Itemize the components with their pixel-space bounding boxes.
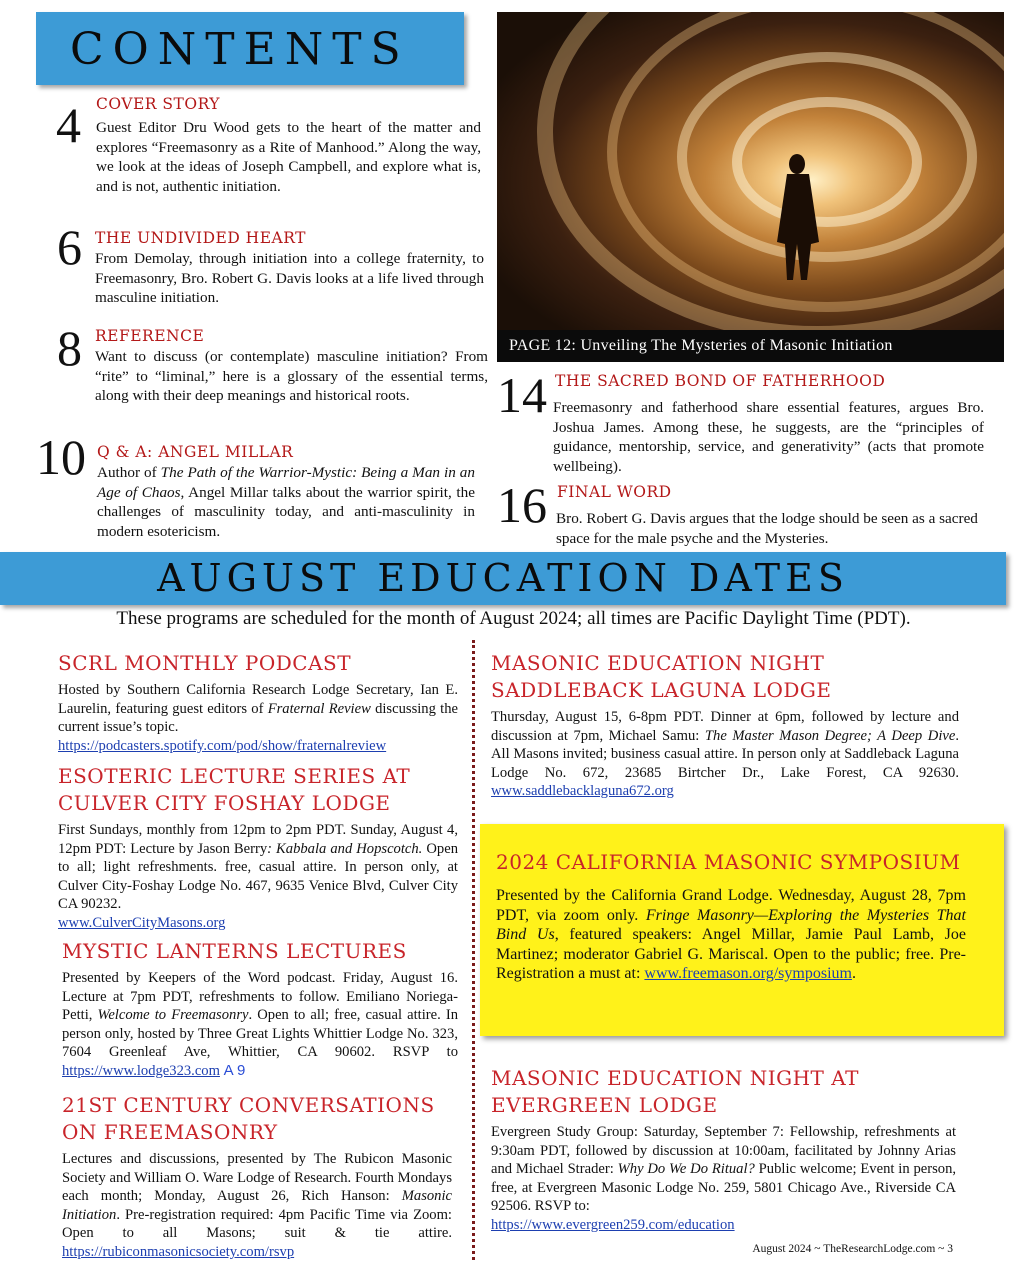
event-title: ESOTERIC LECTURE SERIES AT CULVER CITY FOSHAY LODGE xyxy=(58,764,411,815)
event-title: MASONIC EDUCATION NIGHT AT EVERGREEN LODGE xyxy=(491,1066,859,1117)
toc-page-number: 4 xyxy=(56,97,81,153)
hero-image xyxy=(497,12,1004,362)
event-scrl-podcast xyxy=(58,650,458,755)
contents-heading: CONTENTS xyxy=(70,24,410,75)
event-evergreen xyxy=(491,1065,956,1235)
event-body: Lectures and discussions, presented by The Rubicon Masonic Society and William O. Ware Lodge of Research. Fourth Mondays each month; Monday, August 26, Rich Hanson: Masonic Initiation. Pre-registration required: 4pm Pacific Time via Zoom: Open to all Masons; suit & tie attire. https://rubiconmasonicsociety.com/rsvp xyxy=(62,1151,452,1260)
toc-title: FINAL WORD xyxy=(557,483,672,501)
toc-description: Freemasonry and fatherhood share essential features, argues Bro. Joshua James. Among these, he suggests, are the “principles of guidance, mentorship, service, and generativity” (acts that promote wellbeing). xyxy=(553,399,984,475)
toc-title: COVER STORY xyxy=(96,95,220,113)
toc-page-number: 8 xyxy=(57,320,82,376)
toc-description: Bro. Robert G. Davis argues that the lodge should be seen as a sacred space for the male psyche and the Mysteries. xyxy=(556,510,978,547)
toc-page-number: 10 xyxy=(36,429,86,485)
toc-title: Q & A: ANGEL MILLAR xyxy=(97,443,294,461)
event-link[interactable]: www.freemason.org/symposium xyxy=(644,965,852,982)
event-title: 2024 CALIFORNIA MASONIC SYMPOSIUM xyxy=(496,850,961,874)
event-mystic-lanterns xyxy=(62,938,458,1081)
august-heading: AUGUST EDUCATION DATES xyxy=(157,556,849,600)
contents-banner xyxy=(36,12,464,85)
event-body: Evergreen Study Group: Saturday, September 7: Fellowship, refreshments at 9:30am PDT, followed by discussion at 10:00am, facilitated by Johnny Arias and Michael Strader: Why Do We Do Ritual? Public welcome; Event in person, free, at Evergreen Masonic Lodge No. 259, 5801 Chicago Ave., Riverside CA 92506. RSVP to: https://www.evergreen259.com/education xyxy=(491,1124,957,1233)
event-21st-century xyxy=(62,1092,452,1262)
toc-description: Want to discuss (or contemplate) masculine initiation? From “rite” to “liminal,” here is a glossary of the essential terms, along with their deep meanings and historical roots. xyxy=(95,348,488,405)
event-link[interactable]: www.saddlebacklaguna672.org xyxy=(491,783,674,800)
toc-title: REFERENCE xyxy=(95,327,205,345)
symposium-highlight-box xyxy=(480,824,1004,1036)
event-body: Hosted by Southern California Research Lodge Secretary, Ian E. Laurelin, featuring guest editors of Fraternal Review discussing the current issue’s topic. https://podcasters.spotify.com/pod/show/fraternalreview xyxy=(58,682,458,754)
event-link[interactable]: https://www.lodge323.com xyxy=(62,1062,220,1079)
event-title: SCRL MONTHLY PODCAST xyxy=(58,651,352,675)
column-divider xyxy=(472,640,475,1260)
figure-silhouette xyxy=(497,12,1004,362)
toc-description: Author of The Path of the Warrior-Mystic: Being a Man in an Age of Chaos, Angel Millar talks about the warrior spirit, the challenges of masculinity today, and anti-masculinity in modern esotericism. xyxy=(97,464,475,540)
toc-description: Guest Editor Dru Wood gets to the heart of the matter and explores “Freemasonry as a Rite of Manhood.” Along the way, we look at the ideas of Joseph Campbell, and explore what is, and is not, authentic initiation. xyxy=(96,119,481,195)
event-title: MYSTIC LANTERNS LECTURES xyxy=(62,939,407,963)
toc-page-number: 16 xyxy=(497,477,547,533)
august-banner xyxy=(0,552,1006,605)
page-tag: A 9 xyxy=(223,1061,246,1079)
toc-page-number: 14 xyxy=(497,367,547,423)
event-title: 21ST CENTURY CONVERSATIONS ON FREEMASONRY xyxy=(62,1093,435,1144)
page-footer: August 2024 ~ TheResearchLodge.com ~ 3 xyxy=(752,1243,953,1255)
toc-page-number: 6 xyxy=(57,219,82,275)
august-subtitle: These programs are scheduled for the month of August 2024; all times are Pacific Daylight Time (PDT). xyxy=(116,608,911,629)
event-title: MASONIC EDUCATION NIGHT SADDLEBACK LAGUNA LODGE xyxy=(491,651,832,702)
toc-description: From Demolay, through initiation into a college fraternity, to Freemasonry, Bro. Robert G. Davis looks at a life lived through masculine initiation. xyxy=(95,250,484,307)
event-link[interactable]: https://www.evergreen259.com/education xyxy=(491,1216,735,1233)
event-link[interactable]: https://rubiconmasonicsociety.com/rsvp xyxy=(62,1243,295,1260)
event-link[interactable]: https://podcasters.spotify.com/pod/show/fraternalreview xyxy=(58,737,387,754)
toc-title: THE SACRED BOND OF FATHERHOOD xyxy=(555,372,886,390)
event-body: First Sundays, monthly from 12pm to 2pm PDT. Sunday, August 4, 12pm PDT: Lecture by Jason Berry: Kabbala and Hopscotch. Open to all; light refreshments. free, casual attire. In person only, at Culver City-Foshay Lodge No. 467, 9635 Venice Blvd, Culver City CA 90232. www.CulverCityMasons.org xyxy=(58,822,458,931)
hero-caption: PAGE 12: Unveiling The Mysteries of Masonic Initiation xyxy=(497,330,1004,362)
toc-title: THE UNDIVIDED HEART xyxy=(95,229,306,247)
event-body: Presented by Keepers of the Word podcast. Friday, August 16. Lecture at 7pm PDT, refreshments to follow. Emiliano Noriega-Petti, Welcome to Freemasonry. Open to all; free, casual attire. In person only, hosted by Three Great Lights Whittier Lodge No. 323, 7604 Greenleaf Ave, Whittier, CA 90602. RSVP to https://www.lodge323.com A 9 xyxy=(62,970,458,1079)
event-body: Thursday, August 15, 6-8pm PDT. Dinner at 6pm, followed by lecture and discussion at 7pm, Michael Samu: The Master Mason Degree; A Deep Dive. All Masons invited; business casual attire. In person only at Saddleback Laguna Lodge No. 672, 23685 Birtcher Dr., Lake Forest, CA 92630. www.saddlebacklaguna672.org xyxy=(491,709,959,800)
event-body: Presented by the California Grand Lodge. Wednesday, August 28, 7pm PDT, via zoom only. Fringe Masonry—Exploring the Mysteries That Bind Us, featured speakers: Angel Millar, Jamie Paul Lamb, Joe Martinez; moderator Gabriel G. Mariscal. Open to the public; free. Pre-Registration a must at: www.freemason.org/symposium. xyxy=(496,887,967,982)
event-link[interactable]: www.CulverCityMasons.org xyxy=(58,914,226,931)
event-esoteric-lecture xyxy=(58,763,458,933)
event-saddleback xyxy=(491,650,959,801)
